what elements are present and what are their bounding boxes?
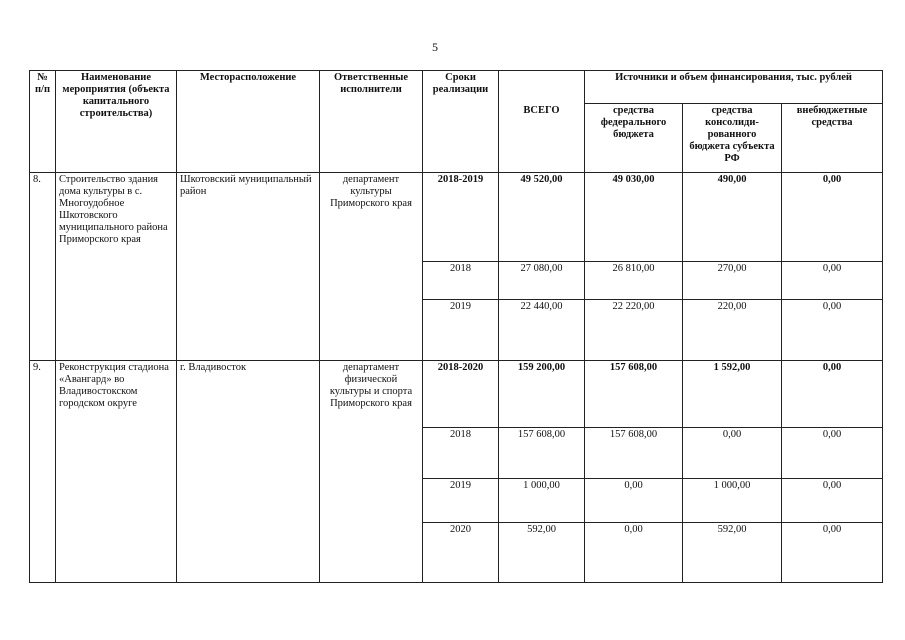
row-8-2019-regional: 220,00 (683, 300, 782, 361)
row-8-2018-federal: 26 810,00 (585, 262, 683, 300)
row-8-location: Шкотовский муниципальный район (177, 173, 320, 361)
row-9-location: г. Владивосток (177, 361, 320, 583)
row-9-2020-regional: 592,00 (683, 523, 782, 583)
row-8-name: Строительство здания дома культуры в с. Многоудобное Шкотовского муниципального района Приморского края (56, 173, 177, 361)
row-9-2018-year: 2018 (423, 428, 499, 479)
row-9-2019-year: 2019 (423, 479, 499, 523)
header-regional: средства консолиди-рованного бюджета субъекта РФ (683, 104, 782, 173)
row-8-period-total: 49 520,00 (499, 173, 585, 262)
row-8-2019-year: 2019 (423, 300, 499, 361)
row-8-2019-total: 22 440,00 (499, 300, 585, 361)
row-9-period-year: 2018-2020 (423, 361, 499, 428)
row-8-2018-regional: 270,00 (683, 262, 782, 300)
row-9-num: 9. (30, 361, 56, 583)
row-8-2018-year: 2018 (423, 262, 499, 300)
row-8-period-year: 2018-2019 (423, 173, 499, 262)
header-num: № п/п (30, 71, 56, 173)
header-extrabudget: внебюджетные средства (782, 104, 883, 173)
row-9-2020-year: 2020 (423, 523, 499, 583)
financing-table (29, 70, 883, 583)
row-8-2019-extra: 0,00 (782, 300, 883, 361)
row-9-2020-total: 592,00 (499, 523, 585, 583)
row-9-2019-federal: 0,00 (585, 479, 683, 523)
row-8-responsible: департамент культуры Приморского края (320, 173, 423, 361)
page-number: 5 (432, 40, 438, 54)
row-9-name: Реконструкция стадиона «Авангард» во Владивостокском городском округе (56, 361, 177, 583)
row-9-period-total: 159 200,00 (499, 361, 585, 428)
header-total: ВСЕГО (499, 104, 585, 173)
row-8-2018-total: 27 080,00 (499, 262, 585, 300)
header-location: Месторасположение (177, 71, 320, 173)
row-9-2018-federal: 157 608,00 (585, 428, 683, 479)
row-9-2020-federal: 0,00 (585, 523, 683, 583)
header-federal: средства федерального бюджета (585, 104, 683, 173)
row-9-2018-total: 157 608,00 (499, 428, 585, 479)
row-9-period-regional: 1 592,00 (683, 361, 782, 428)
row-9-period-extra: 0,00 (782, 361, 883, 428)
row-9-2020-extra: 0,00 (782, 523, 883, 583)
header-sources: Источники и объем финансирования, тыс. рублей (585, 71, 883, 104)
row-9-2018-extra: 0,00 (782, 428, 883, 479)
header-name: Наименование мероприятия (объекта капитального строительства) (56, 71, 177, 173)
header-responsible: Ответственные исполнители (320, 71, 423, 173)
row-9-2018-regional: 0,00 (683, 428, 782, 479)
row-9-responsible: департамент физической культуры и спорта Приморского края (320, 361, 423, 583)
row-9-2019-total: 1 000,00 (499, 479, 585, 523)
row-8-2019-federal: 22 220,00 (585, 300, 683, 361)
row-8-num: 8. (30, 173, 56, 361)
row-8-period-federal: 49 030,00 (585, 173, 683, 262)
row-8-period-extra: 0,00 (782, 173, 883, 262)
header-period: Сроки реализации (423, 71, 499, 173)
row-8-period-regional: 490,00 (683, 173, 782, 262)
row-9-period-federal: 157 608,00 (585, 361, 683, 428)
row-9-2019-regional: 1 000,00 (683, 479, 782, 523)
row-8-2018-extra: 0,00 (782, 262, 883, 300)
row-9-2019-extra: 0,00 (782, 479, 883, 523)
